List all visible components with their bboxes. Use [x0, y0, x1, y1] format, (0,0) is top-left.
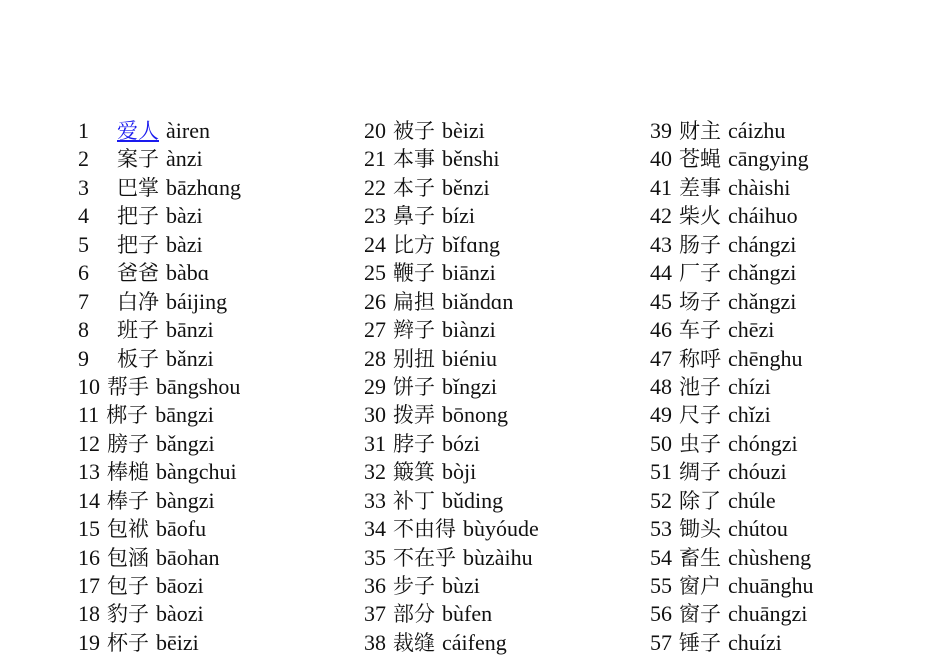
pinyin: báijing [166, 288, 228, 314]
word-entry [78, 600, 363, 628]
word-entry [364, 288, 649, 316]
word-entry [650, 231, 935, 259]
word-column-3 [650, 117, 935, 657]
pinyin: bàngchui [156, 459, 237, 485]
entry-number: 44 [650, 260, 672, 286]
entry-number: 56 [650, 601, 672, 627]
hanzi-word: 池子 [679, 374, 721, 399]
word-entry [364, 629, 649, 657]
pinyin: bǎnzi [166, 345, 214, 371]
pinyin: bōnong [442, 402, 508, 428]
word-entry [78, 373, 363, 401]
word-entry [650, 145, 935, 173]
entry-number: 4 [78, 203, 89, 229]
pinyin: bùyóude [463, 516, 539, 542]
entry-number: 25 [364, 260, 386, 286]
hanzi-word: 膀子 [107, 431, 149, 456]
hanzi-word: 虫子 [679, 431, 721, 456]
word-entry [650, 373, 935, 401]
word-entry [650, 600, 935, 628]
hanzi-word: 包涵 [107, 545, 149, 570]
entry-number: 40 [650, 146, 672, 172]
word-entry [650, 430, 935, 458]
entry-number: 6 [78, 260, 89, 286]
pinyin: chuízi [728, 629, 782, 655]
entry-number: 46 [650, 317, 672, 343]
word-entry [650, 458, 935, 486]
entry-number: 45 [650, 288, 672, 314]
entry-number: 12 [78, 430, 100, 456]
pinyin: bùzàihu [463, 544, 533, 570]
entry-number: 33 [364, 487, 386, 513]
pinyin: ànzi [166, 146, 203, 172]
entry-number: 30 [364, 402, 386, 428]
pinyin: chàishi [728, 174, 791, 200]
word-entry [364, 117, 649, 145]
word-entry [78, 572, 363, 600]
entry-number: 21 [364, 146, 386, 172]
pinyin: bùfen [442, 601, 493, 627]
word-column-1 [78, 117, 363, 657]
entry-number: 57 [650, 629, 672, 655]
entry-number: 37 [364, 601, 386, 627]
word-entry [78, 544, 363, 572]
pinyin: cāngying [728, 146, 809, 172]
pinyin: běnshi [442, 146, 500, 172]
hanzi-word: 裁缝 [393, 630, 435, 655]
word-entry [364, 487, 649, 515]
entry-number: 52 [650, 487, 672, 513]
entry-number: 15 [78, 516, 100, 542]
entry-number: 14 [78, 487, 100, 513]
hanzi-word: 梆子 [106, 403, 149, 428]
word-entry [364, 458, 649, 486]
entry-number: 16 [78, 544, 100, 570]
hanzi-word: 本事 [393, 147, 435, 172]
word-entry [650, 544, 935, 572]
hanzi-word: 脖子 [393, 431, 435, 456]
pinyin: bàzi [166, 231, 203, 257]
entry-number: 28 [364, 345, 386, 371]
word-entry [78, 629, 363, 657]
entry-number: 3 [78, 174, 89, 200]
word-entry [650, 629, 935, 657]
pinyin: bǎngzi [156, 430, 215, 456]
word-entry [364, 259, 649, 287]
entry-number: 13 [78, 459, 100, 485]
entry-number: 49 [650, 402, 672, 428]
pinyin: chútou [728, 516, 788, 542]
word-entry [78, 430, 363, 458]
word-entry [78, 487, 363, 515]
hanzi-word: 爸爸 [117, 261, 159, 286]
hanzi-word: 棒槌 [107, 460, 149, 485]
pinyin: chízi [728, 373, 771, 399]
entry-number: 32 [364, 459, 386, 485]
word-entry [364, 572, 649, 600]
entry-number: 35 [364, 544, 386, 570]
pinyin: bèizi [442, 118, 485, 143]
pinyin: bāngshou [156, 373, 241, 399]
word-entry [364, 231, 649, 259]
hanzi-word: 饼子 [393, 374, 435, 399]
entry-number: 54 [650, 544, 672, 570]
pinyin: chǎngzi [728, 288, 797, 314]
word-entry [364, 600, 649, 628]
entry-number: 24 [364, 231, 386, 257]
word-entry [364, 202, 649, 230]
word-entry [78, 401, 363, 429]
hanzi-word: 板子 [117, 346, 159, 371]
word-entry [650, 401, 935, 429]
hanzi-word: 步子 [393, 574, 435, 598]
hanzi-word-link[interactable]: 爱人 [117, 119, 159, 143]
hanzi-word: 车子 [679, 318, 721, 343]
hanzi-word: 杯子 [107, 630, 149, 655]
pinyin: bāohan [156, 544, 220, 570]
word-entry [650, 117, 935, 145]
word-entry [364, 401, 649, 429]
entry-number: 36 [364, 573, 386, 598]
entry-number: 18 [78, 601, 100, 627]
hanzi-word: 称呼 [679, 346, 721, 371]
entry-number: 50 [650, 430, 672, 456]
pinyin: bāzhɑng [166, 174, 242, 200]
entry-number: 38 [364, 629, 386, 655]
word-entry [650, 515, 935, 543]
hanzi-word: 不由得 [393, 517, 456, 542]
entry-number: 31 [364, 430, 386, 456]
hanzi-word: 窗子 [679, 602, 721, 627]
entry-number: 5 [78, 231, 89, 257]
hanzi-word: 补丁 [393, 488, 435, 513]
word-entry [78, 202, 363, 230]
hanzi-word: 豹子 [107, 602, 149, 627]
pinyin: bǐngzi [442, 373, 497, 399]
pinyin: chúle [728, 487, 776, 513]
hanzi-word: 畜生 [679, 545, 721, 570]
pinyin: chóuzi [728, 459, 787, 485]
word-entry [78, 316, 363, 344]
word-entry [78, 515, 363, 543]
hanzi-word: 财主 [679, 119, 721, 143]
hanzi-word: 鞭子 [393, 261, 435, 286]
word-entry [364, 373, 649, 401]
word-entry [364, 174, 649, 202]
hanzi-word: 肠子 [679, 232, 721, 257]
hanzi-word: 差事 [679, 175, 721, 200]
hanzi-word: 不在乎 [393, 545, 456, 570]
word-entry [650, 174, 935, 202]
entry-number: 26 [364, 288, 386, 314]
pinyin: chēnghu [728, 345, 803, 371]
pinyin: biànzi [442, 317, 496, 343]
word-entry [364, 345, 649, 373]
hanzi-word: 巴掌 [117, 175, 159, 200]
pinyin: chǎngzi [728, 260, 797, 286]
entry-number: 7 [78, 288, 89, 314]
hanzi-word: 尺子 [679, 403, 721, 428]
word-entry [650, 288, 935, 316]
hanzi-word: 窗户 [679, 574, 721, 598]
hanzi-word: 扁担 [393, 289, 435, 314]
word-entry [78, 458, 363, 486]
entry-number: 17 [78, 573, 100, 598]
pinyin: chùsheng [728, 544, 812, 570]
entry-number: 29 [364, 373, 386, 399]
entry-number: 34 [364, 516, 386, 542]
entry-number: 39 [650, 118, 672, 143]
entry-number: 2 [78, 146, 89, 172]
hanzi-word: 锄头 [679, 517, 721, 542]
entry-number: 41 [650, 174, 672, 200]
word-entry [650, 259, 935, 287]
entry-number: 42 [650, 203, 672, 229]
hanzi-word: 拨弄 [393, 403, 435, 428]
hanzi-word: 别扭 [393, 346, 435, 371]
pinyin: biǎndɑn [442, 288, 514, 314]
hanzi-word: 锤子 [679, 630, 721, 655]
entry-number: 11 [78, 402, 100, 428]
pinyin: chángzi [728, 231, 797, 257]
word-entry [364, 515, 649, 543]
word-entry [364, 145, 649, 173]
entry-number: 1 [78, 118, 89, 143]
entry-number: 23 [364, 203, 386, 229]
pinyin: bàozi [156, 601, 204, 627]
pinyin: bāofu [156, 516, 207, 542]
word-entry [78, 345, 363, 373]
word-entry [364, 544, 649, 572]
hanzi-word: 厂子 [679, 261, 721, 286]
word-entry[interactable] [78, 117, 363, 145]
pinyin: chuāngzi [728, 601, 808, 627]
hanzi-word: 班子 [117, 318, 159, 343]
pinyin: biānzi [442, 260, 496, 286]
entry-number: 43 [650, 231, 672, 257]
pinyin: bòji [442, 459, 477, 485]
word-entry [78, 259, 363, 287]
pinyin: bǐfɑng [442, 231, 500, 257]
pinyin: biéniu [442, 345, 497, 371]
pinyin: àiren [166, 118, 210, 143]
word-entry [650, 316, 935, 344]
hanzi-word: 包子 [107, 574, 149, 598]
word-entry [78, 145, 363, 173]
hanzi-word: 把子 [117, 204, 159, 229]
entry-number: 20 [364, 118, 386, 143]
pinyin: cháihuo [728, 203, 798, 229]
hanzi-word: 被子 [393, 119, 435, 143]
hanzi-word: 绸子 [679, 460, 721, 485]
hanzi-word: 把子 [117, 232, 159, 257]
hanzi-word: 帮手 [107, 374, 149, 399]
pinyin: bǔding [442, 487, 504, 513]
word-entry [78, 174, 363, 202]
pinyin: bàbɑ [166, 260, 210, 286]
pinyin: běnzi [442, 174, 490, 200]
pinyin: chóngzi [728, 430, 798, 456]
entry-number: 19 [78, 629, 100, 655]
hanzi-word: 簸箕 [393, 460, 435, 485]
hanzi-word: 鼻子 [393, 204, 435, 229]
pinyin: chuānghu [728, 573, 814, 598]
pinyin: bānzi [166, 317, 214, 343]
word-entry [650, 572, 935, 600]
hanzi-word: 部分 [393, 602, 435, 627]
hanzi-word: 比方 [393, 232, 435, 257]
entry-number: 53 [650, 516, 672, 542]
entry-number: 48 [650, 373, 672, 399]
word-entry [78, 231, 363, 259]
entry-number: 55 [650, 573, 672, 598]
word-entry [650, 345, 935, 373]
pinyin: bēizi [156, 629, 199, 655]
hanzi-word: 柴火 [679, 204, 721, 229]
pinyin: bāngzi [155, 402, 214, 428]
pinyin: chēzi [728, 317, 775, 343]
pinyin: bízi [442, 203, 475, 229]
hanzi-word: 案子 [117, 147, 159, 172]
hanzi-word: 苍蝇 [679, 147, 721, 172]
hanzi-word: 辫子 [393, 318, 435, 343]
pinyin: cáifeng [442, 629, 507, 655]
pinyin: bāozi [156, 573, 204, 598]
entry-number: 9 [78, 345, 89, 371]
hanzi-word: 包袱 [107, 517, 149, 542]
entry-number: 47 [650, 345, 672, 371]
hanzi-word: 本子 [393, 175, 435, 200]
pinyin: cáizhu [728, 118, 786, 143]
pinyin: bózi [442, 430, 480, 456]
word-entry [78, 288, 363, 316]
word-entry [650, 202, 935, 230]
word-entry [364, 430, 649, 458]
word-entry [364, 316, 649, 344]
word-entry [650, 487, 935, 515]
entry-number: 22 [364, 174, 386, 200]
entry-number: 51 [650, 459, 672, 485]
entry-number: 8 [78, 317, 89, 343]
word-column-2 [364, 117, 649, 657]
hanzi-word: 白净 [117, 289, 159, 314]
pinyin: bùzi [442, 573, 480, 598]
pinyin: bàngzi [156, 487, 215, 513]
pinyin: chǐzi [728, 402, 771, 428]
entry-number: 10 [78, 373, 100, 399]
hanzi-word: 场子 [679, 289, 721, 314]
hanzi-word: 棒子 [107, 488, 149, 513]
pinyin: bàzi [166, 203, 203, 229]
entry-number: 27 [364, 317, 386, 343]
hanzi-word: 除了 [679, 488, 721, 513]
